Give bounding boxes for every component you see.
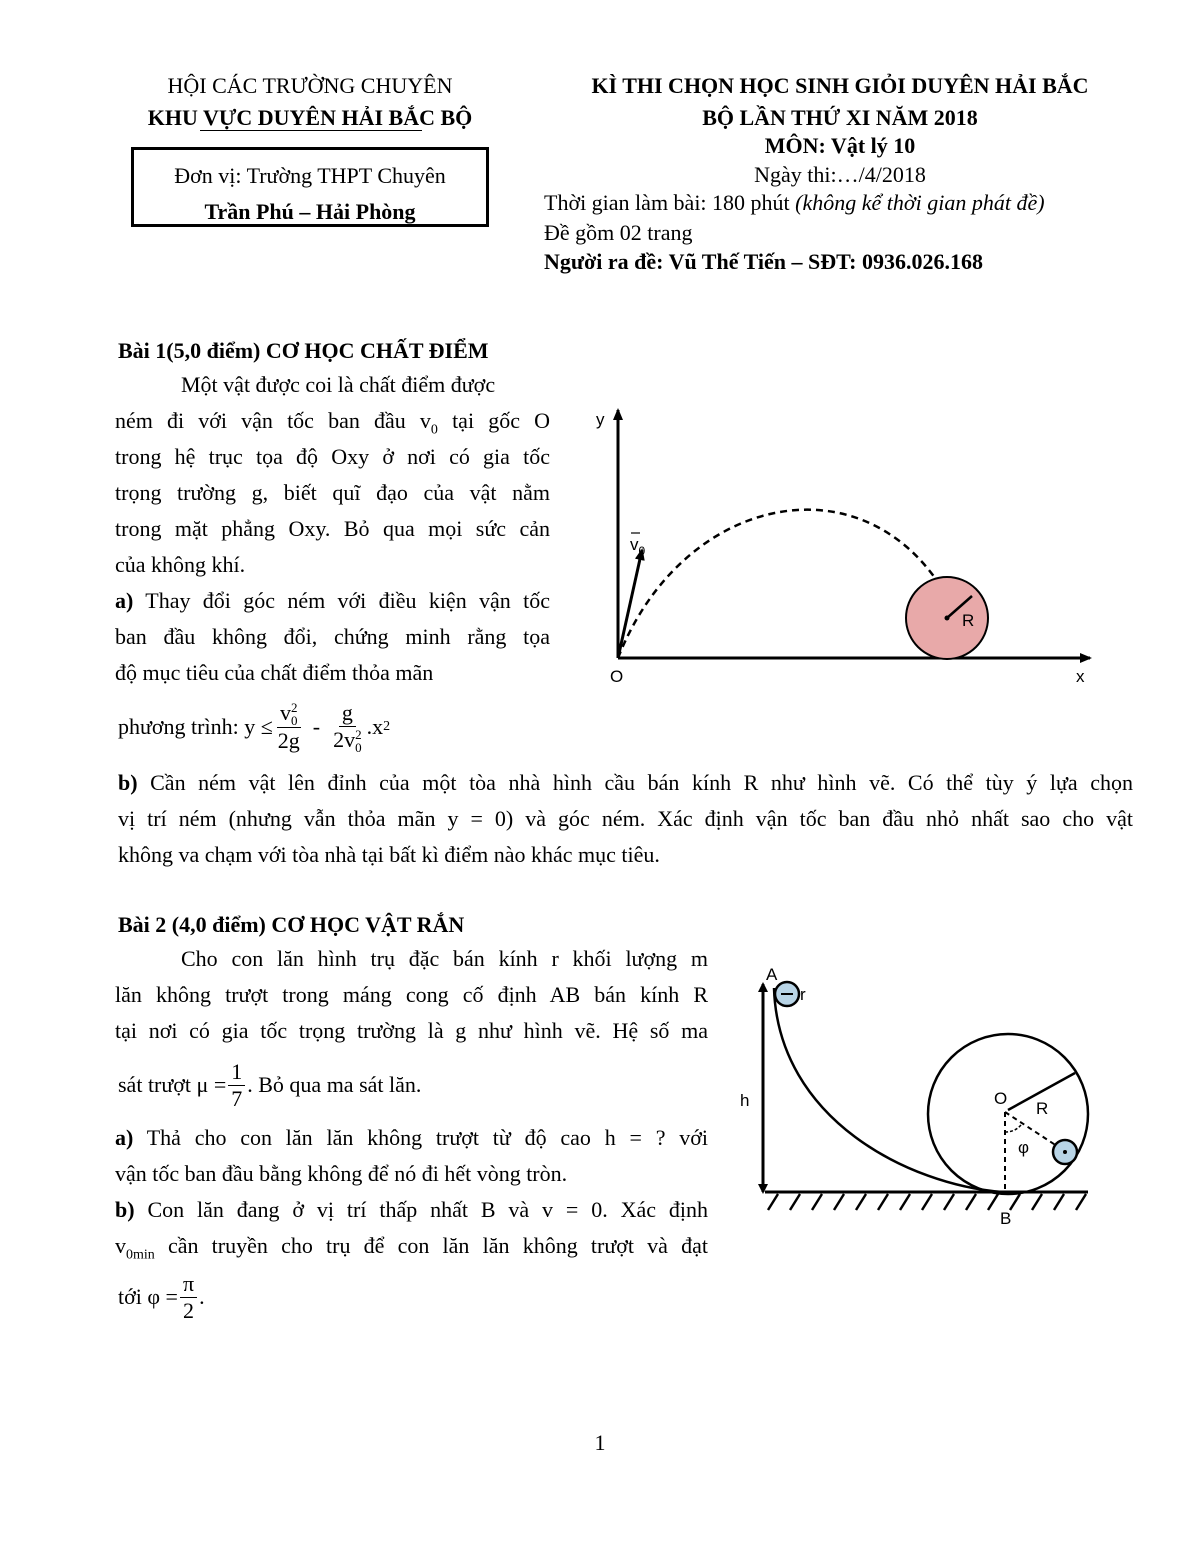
phi-fraction [180, 1271, 197, 1324]
label-radius: R [962, 611, 975, 630]
problem1-a-line1 [115, 583, 550, 619]
eq-den2: 2v [333, 726, 356, 752]
problem2-b-line2-b: cần truyền cho trụ để con lăn lăn không trượt và đạt [154, 1233, 708, 1258]
problem1-line2-b: tại gốc O [437, 408, 550, 433]
label-B: B [1000, 1209, 1012, 1228]
mu-fraction [228, 1059, 245, 1112]
problem1-b-line3: không va chạm với tòa nhà tại bất kì điểm nào khác mục tiêu. [118, 842, 660, 867]
sphere-center [945, 616, 950, 621]
problem2-b-line1-text: Con lăn đang ở vị trí thấp nhất B và v = 0. Xác định [134, 1197, 708, 1222]
phi-prefix: tới φ = [118, 1284, 178, 1309]
problem1-heading: Bài 1(5,0 điểm) CƠ HỌC CHẤT ĐIỂM [118, 338, 489, 363]
problem2-a-label: a) [115, 1125, 134, 1150]
problem2-b-line2-sub: 0min [126, 1247, 155, 1263]
problem1-b [118, 765, 1133, 873]
unit-box [131, 147, 489, 227]
label-R: R [1036, 1099, 1049, 1118]
exam-title-line2: BỘ LẦN THỨ XI NĂM 2018 [702, 105, 978, 130]
exam-title-line1: KÌ THI CHỌN HỌC SINH GIỎI DUYÊN HẢI BẮC [591, 73, 1089, 98]
phi-den: 2 [183, 1297, 195, 1323]
problem2-line1: Cho con lăn hình trụ đặc bán kính r khối lượng m [181, 946, 708, 971]
problem2-line3: tại nơi có gia tốc trọng trường là g như hình vẽ. Hệ số ma [115, 1018, 708, 1043]
exam-date: Ngày thi:…/4/2018 [754, 162, 926, 187]
mu-suffix: . Bỏ qua ma sát lăn. [247, 1072, 422, 1097]
angle-dashed [1005, 1112, 1060, 1148]
trajectory [618, 510, 935, 658]
label-y: y [596, 410, 605, 429]
eq-fraction-2: g 2v 2 0 [333, 699, 362, 756]
page-number: 1 [594, 1430, 606, 1455]
problem1-a-label: a) [115, 588, 134, 613]
roller-loop-center [1063, 1150, 1067, 1154]
exam-pages: Đề gồm 02 trang [544, 220, 693, 245]
problem1-body [115, 367, 550, 691]
problem2-parts [115, 1120, 708, 1264]
eq-minus: - [312, 714, 321, 739]
problem2-mu [118, 1050, 421, 1120]
problem1-b-line1 [118, 765, 1133, 801]
exam-duration-text: Thời gian làm bài: 180 phút [544, 190, 790, 215]
eq-prefix: phương trình: y ≤ [118, 714, 273, 739]
eq-num2: g [339, 700, 356, 727]
eq-den1: 2g [277, 728, 300, 754]
problem1-b-line2: vị trí ném (nhưng vẫn thỏa mãn y = 0) và góc ném. Xác định vận tốc ban đầu nhỏ nhất sao cho vật [118, 806, 1133, 831]
problem1-b-line1-text: Cần ném vật lên đỉnh của một tòa nhà hình cầu bán kính R như hình vẽ. Có thể tùy ý lựa chọn [137, 770, 1133, 795]
eq-fraction-1: v 2 0 2g [275, 700, 303, 755]
problem1-line2-sub: 0 [430, 422, 438, 438]
projectile-figure [590, 400, 1100, 695]
problem1-a-line2: ban đầu không đổi, chứng minh rằng tọa [115, 624, 550, 649]
mu-num: 1 [228, 1059, 245, 1086]
eq-suffix: .x [366, 714, 384, 739]
organizer-line1: HỘI CÁC TRƯỜNG CHUYÊN [167, 73, 453, 98]
problem1-a-line3: độ mục tiêu của chất điểm thỏa mãn [115, 660, 434, 685]
problem1-line5: trong mặt phẳng Oxy. Bỏ qua mọi sức cản [115, 516, 550, 541]
phi-num: π [180, 1271, 197, 1298]
label-origin: O [610, 667, 624, 686]
label-x: x [1076, 667, 1085, 686]
exam-title [540, 70, 1140, 134]
problem2-heading: Bài 2 (4,0 điểm) CƠ HỌC VẬT RẮN [118, 912, 465, 937]
organizer-line2: KHU VỰC DUYÊN HẢI BẮC BỘ [147, 105, 473, 130]
label-A: A [766, 965, 778, 984]
unit-label: Đơn vị: Trường THPT Chuyên [174, 163, 446, 188]
problem2-a-line1 [115, 1120, 708, 1156]
angle-arc [1005, 1125, 1021, 1132]
exam-duration-note: (không kể thời gian phát đề) [795, 190, 1045, 215]
phi-suffix: . [199, 1284, 205, 1309]
label-v0: $v_0$ [630, 535, 646, 558]
problem1-line3: trong hệ trục tọa độ Oxy ở nơi có gia tốc [115, 444, 550, 469]
problem2-b-line2-a: v [115, 1233, 126, 1258]
problem2-a-line1-text: Thả cho con lăn lăn không trượt từ độ cao h = ? với [133, 1125, 708, 1150]
problem2-line2: lăn không trượt trong máng cong cố định AB bán kính R [115, 982, 708, 1007]
problem1-equation: phương trình: y ≤ v 2 0 2g - g 2v 2 0 .x 2 [118, 699, 391, 756]
roller-figure [730, 960, 1100, 1235]
velocity-vector [618, 550, 642, 658]
organizer-underline [200, 130, 422, 131]
label-phi: φ [1018, 1138, 1030, 1157]
curved-track [774, 988, 1002, 1192]
problem2-a-line2: vận tốc ban đầu bằng không để nó đi hết vòng tròn. [115, 1161, 568, 1186]
mu-prefix: sát trượt μ = [118, 1072, 227, 1097]
unit-name: Trần Phú – Hải Phòng [204, 199, 416, 224]
problem1-line6: của không khí. [115, 552, 246, 577]
problem2-phi [118, 1262, 205, 1332]
eq-num1: v [280, 699, 292, 725]
problem2-body [115, 941, 708, 1049]
label-h: h [740, 1091, 750, 1110]
problem1-line4: trọng trường g, biết quĩ đạo của vật nằm [115, 480, 550, 505]
problem2-b-line2 [115, 1228, 708, 1264]
label-O: O [994, 1089, 1008, 1108]
mu-den: 7 [231, 1085, 243, 1111]
exam-subject: MÔN: Vật lý 10 [764, 133, 916, 158]
problem1-b-label: b) [118, 770, 138, 795]
organizer-name [110, 70, 510, 134]
exam-duration [544, 187, 1164, 219]
problem1-line2 [115, 403, 550, 439]
problem2-b-line1 [115, 1192, 708, 1228]
problem2-b-label: b) [115, 1197, 135, 1222]
problem1-a-line1-text: Thay đổi góc ném với điều kiện vận tốc [133, 588, 550, 613]
ground-hatching [768, 1194, 1086, 1210]
problem1-line2-a: ném đi với vận tốc ban đầu v [115, 408, 431, 433]
label-r: r [800, 985, 806, 1004]
problem1-line1: Một vật được coi là chất điểm được [181, 372, 496, 397]
exam-author: Người ra đề: Vũ Thế Tiến – SĐT: 0936.026.168 [544, 249, 983, 274]
